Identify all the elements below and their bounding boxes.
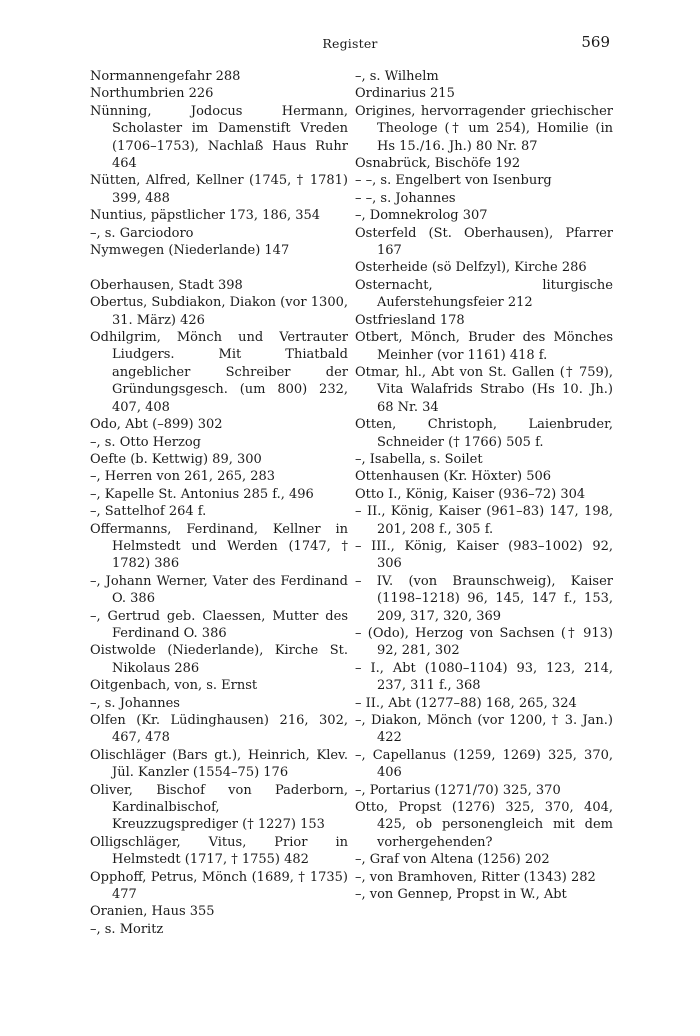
index-entry: Obertus, Subdiakon, Diakon (vor 1300, 31. März) 426 bbox=[90, 295, 348, 328]
index-entry: – II., König, Kaiser (961–83) 147, 198, 201, 208 f., 305 f. bbox=[355, 504, 613, 537]
index-entry: –, s. Johannes bbox=[90, 695, 180, 711]
index-entry: – (Odo), Herzog von Sachsen († 913) 92, 281, 302 bbox=[355, 626, 613, 659]
index-entry: Odhilgrim, Mönch und Vertrauter Liudgers. Mit Thiatbald angeblicher Schreiber der Gründungsgesch. (um 800) 232, 407, 408 bbox=[90, 330, 348, 415]
index-entry: Odo, Abt (–899) 302 bbox=[90, 417, 223, 433]
index-entry: –, Johann Werner, Vater des Ferdinand O. 386 bbox=[90, 573, 348, 607]
index-entry: –, Portarius (1271/70) 325, 370 bbox=[355, 782, 561, 798]
index-entry: –, s. Garciodoro bbox=[90, 225, 194, 241]
index-entry: –, Capellanus (1259, 1269) 325, 370, 406 bbox=[355, 747, 613, 781]
index-entry: Otto I., König, Kaiser (936–72) 304 bbox=[355, 486, 586, 502]
index-entry: Otbert, Mönch, Bruder des Mönches Meinher (vor 1161) 418 f. bbox=[355, 330, 613, 363]
index-column-right bbox=[355, 68, 613, 904]
index-entry: Nütten, Alfred, Kellner (1745, † 1781) 399, 488 bbox=[90, 173, 348, 206]
index-entry: –, von Bramhoven, Ritter (1343) 282 bbox=[355, 869, 596, 885]
index-entry: –, Domnekrolog 307 bbox=[355, 208, 488, 224]
index-entry: Ostfriesland 178 bbox=[355, 312, 465, 328]
index-entry: – I., Abt (1080–1104) 93, 123, 214, 237, 311 f., 368 bbox=[355, 660, 613, 694]
index-entry: –, s. Otto Herzog bbox=[90, 434, 202, 450]
index-entry: –, Herren von 261, 265, 283 bbox=[90, 469, 276, 485]
index-entry: –, Sattelhof 264 f. bbox=[90, 504, 207, 520]
index-entry: – –, s. Johannes bbox=[355, 190, 456, 206]
page-number: 569 bbox=[581, 33, 610, 51]
index-entry: Olischläger (Bars gt.), Heinrich, Klev. Jül. Kanzler (1554–75) 176 bbox=[90, 747, 348, 781]
index-entry: Oitgenbach, von, s. Ernst bbox=[90, 678, 258, 694]
index-entry: –, Gertrud geb. Claessen, Mutter des Ferdinand O. 386 bbox=[90, 608, 348, 641]
index-entry: Otten, Christoph, Laienbruder, Schneider († 1766) 505 f. bbox=[355, 417, 613, 450]
index-entry: –, Kapelle St. Antonius 285 f., 496 bbox=[90, 486, 314, 502]
index-entry: Oberhausen, Stadt 398 bbox=[90, 277, 243, 293]
index-entry: –, s. Wilhelm bbox=[355, 69, 439, 84]
index-entry: – III., König, Kaiser (983–1002) 92, 306 bbox=[355, 538, 613, 572]
index-entry: –, s. Moritz bbox=[90, 921, 164, 937]
index-entry: Northumbrien 226 bbox=[90, 86, 214, 102]
index-entry: –, Diakon, Mönch (vor 1200, † 3. Jan.) 422 bbox=[355, 713, 613, 746]
index-entry: Osterheide (sö Delfzyl), Kirche 286 bbox=[355, 260, 587, 276]
index-entry: Nuntius, päpstlicher 173, 186, 354 bbox=[90, 208, 321, 224]
index-entry: Origines, hervorragender griechischer Theologe († um 254), Homilie (in Hs 15./16. Jh.) 80 Nr. 87 bbox=[355, 103, 613, 154]
index-entry: – IV. (von Braunschweig), Kaiser (1198–1218) 96, 145, 147 f., 153, 209, 317, 320, 369 bbox=[355, 573, 613, 624]
index-entry: Oefte (b. Kettwig) 89, 300 bbox=[90, 451, 262, 467]
index-entry: Olligschläger, Vitus, Prior in Helmstedt (1717, † 1755) 482 bbox=[90, 834, 348, 868]
index-entry: Ottenhausen (Kr. Höxter) 506 bbox=[355, 469, 552, 485]
index-entry: Olfen (Kr. Lüdinghausen) 216, 302, 467, 478 bbox=[90, 713, 348, 746]
running-title: Register bbox=[322, 36, 378, 51]
index-entry: –, Graf von Altena (1256) 202 bbox=[355, 852, 550, 868]
index-entry: Otto, Propst (1276) 325, 370, 404, 425, ob personengleich mit dem vorhergehenden? bbox=[355, 800, 613, 850]
index-column-left bbox=[90, 68, 348, 938]
index-entry: –, Isabella, s. Soilet bbox=[355, 451, 483, 467]
index-entry: Opphoff, Petrus, Mönch (1689, † 1735) 477 bbox=[90, 869, 348, 903]
index-entry: Oranien, Haus 355 bbox=[90, 904, 215, 920]
index-entry: Osnabrück, Bischöfe 192 bbox=[355, 156, 521, 172]
index-entry: – II., Abt (1277–88) 168, 265, 324 bbox=[355, 695, 577, 711]
index-entry: Offermanns, Ferdinand, Kellner in Helmstedt und Werden (1747, † 1782) 386 bbox=[90, 521, 348, 572]
index-entry: Osterfeld (St. Oberhausen), Pfarrer 167 bbox=[355, 225, 613, 259]
index-entry: Ordinarius 215 bbox=[355, 86, 455, 102]
index-entry: Nymwegen (Niederlande) 147 bbox=[90, 243, 290, 259]
index-entry: Normannengefahr 288 bbox=[90, 69, 241, 84]
index-entry: Nünning, Jodocus Hermann, Scholaster im Damenstift Vreden (1706–1753), Nachlaß Haus Ruhr 464 bbox=[90, 103, 348, 172]
index-entry: Osternacht, liturgische Auferstehungsfeier 212 bbox=[355, 277, 613, 311]
index-entry: Oistwolde (Niederlande), Kirche St. Nikolaus 286 bbox=[90, 643, 348, 676]
index-entry: Oliver, Bischof von Paderborn, Kardinalbischof, Kreuzzugsprediger († 1227) 153 bbox=[90, 782, 348, 833]
index-entry: – –, s. Engelbert von Isenburg bbox=[355, 173, 552, 189]
index-entry: –, von Gennep, Propst in W., Abt bbox=[355, 887, 567, 903]
page-header bbox=[0, 33, 700, 57]
index-entry: Otmar, hl., Abt von St. Gallen († 759), Vita Walafrids Strabo (Hs 10. Jh.) 68 Nr. 34 bbox=[355, 364, 613, 415]
